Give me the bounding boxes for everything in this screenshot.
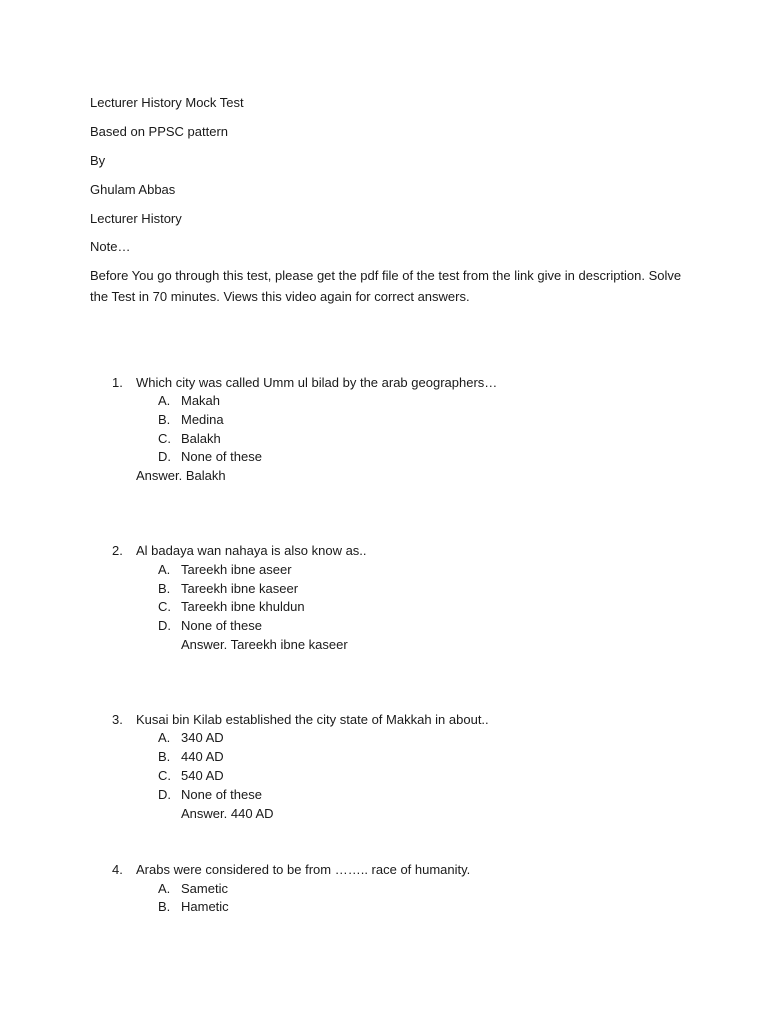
author-designation: Lecturer History bbox=[90, 211, 182, 226]
option-text: Sametic bbox=[181, 881, 228, 896]
question-number: 1. bbox=[112, 375, 123, 390]
question-text: Al badaya wan nahaya is also know as.. bbox=[136, 543, 367, 558]
option-letter: A. bbox=[158, 562, 171, 577]
option-letter: D. bbox=[158, 787, 171, 802]
question-text: Which city was called Umm ul bilad by the arab geographers… bbox=[136, 375, 498, 390]
option-text: 540 AD bbox=[181, 768, 224, 783]
option-letter: A. bbox=[158, 393, 171, 408]
answer-text: Answer. 440 AD bbox=[181, 806, 274, 821]
option-letter: A. bbox=[158, 730, 171, 745]
note-label: Note… bbox=[90, 239, 131, 254]
option-letter: C. bbox=[158, 768, 171, 783]
option-text: Tareekh ibne khuldun bbox=[181, 599, 305, 614]
option-text: Tareekh ibne aseer bbox=[181, 562, 292, 577]
document-subtitle: Based on PPSC pattern bbox=[90, 124, 229, 139]
answer-text: Answer. Tareekh ibne kaseer bbox=[181, 637, 348, 652]
option-letter: B. bbox=[158, 749, 171, 764]
option-letter: B. bbox=[158, 581, 171, 596]
option-text: Medina bbox=[181, 412, 224, 427]
option-text: Balakh bbox=[181, 431, 221, 446]
option-text: None of these bbox=[181, 449, 262, 464]
option-text: Tareekh ibne kaseer bbox=[181, 581, 299, 596]
option-letter: D. bbox=[158, 449, 171, 464]
option-letter: C. bbox=[158, 431, 171, 446]
answer-text: Answer. Balakh bbox=[136, 468, 226, 483]
option-letter: A. bbox=[158, 881, 171, 896]
option-text: 440 AD bbox=[181, 749, 224, 764]
note-paragraph: Before You go through this test, please get the pdf file of the test from the link give in description. Solve the Test in 70 minutes. Views this video again for correct answers. bbox=[90, 268, 682, 304]
option-text: Hametic bbox=[181, 899, 229, 914]
option-letter: C. bbox=[158, 599, 171, 614]
option-text: None of these bbox=[181, 787, 262, 802]
question-number: 2. bbox=[112, 543, 123, 558]
option-letter: B. bbox=[158, 412, 171, 427]
document-title: Lecturer History Mock Test bbox=[90, 95, 244, 110]
author-name: Ghulam Abbas bbox=[90, 182, 176, 197]
question-number: 3. bbox=[112, 712, 123, 727]
option-text: None of these bbox=[181, 618, 262, 633]
option-letter: B. bbox=[158, 899, 171, 914]
by-label: By bbox=[90, 153, 106, 168]
option-letter: D. bbox=[158, 618, 171, 633]
question-text: Kusai bin Kilab established the city state of Makkah in about.. bbox=[136, 712, 489, 727]
question-text: Arabs were considered to be from …….. race of humanity. bbox=[136, 862, 471, 877]
option-text: Makah bbox=[181, 393, 221, 408]
option-text: 340 AD bbox=[181, 730, 224, 745]
question-number: 4. bbox=[112, 862, 123, 877]
